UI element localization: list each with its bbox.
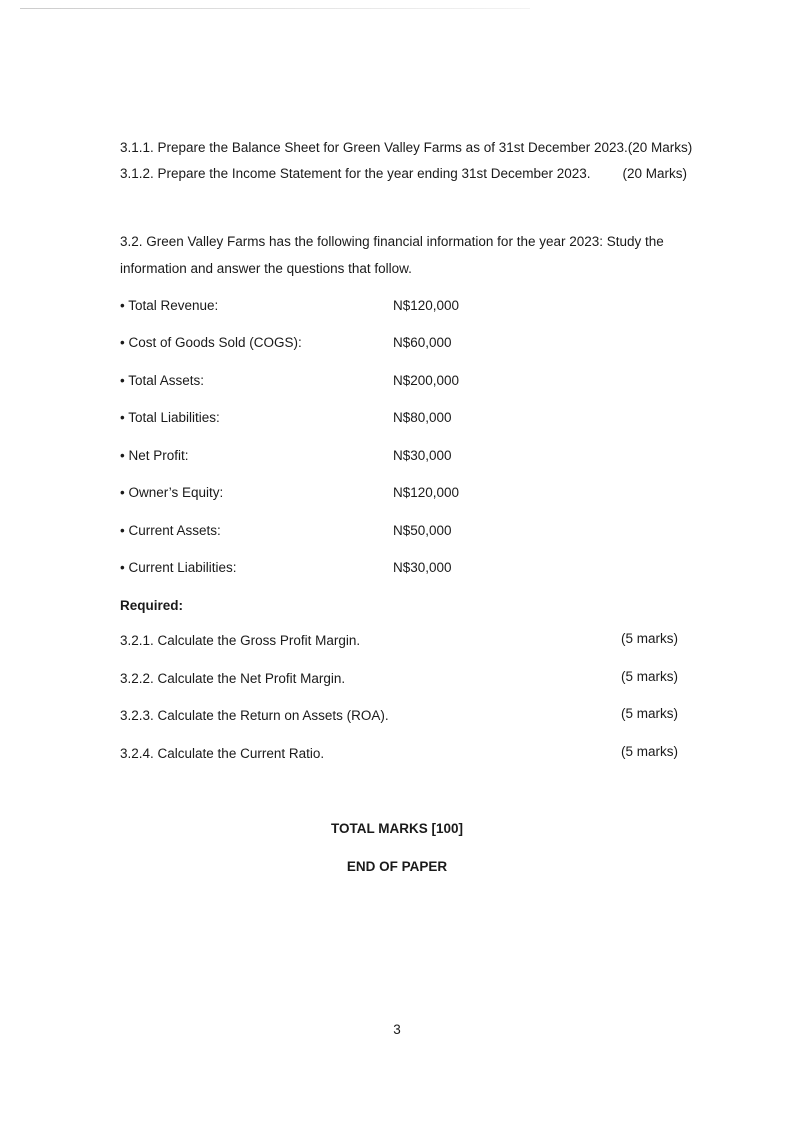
financial-label: • Net Profit: [120, 448, 189, 463]
financial-value: N$60,000 [393, 335, 452, 350]
financial-value: N$30,000 [393, 448, 452, 463]
question-marks: (20 Marks) [627, 140, 693, 155]
required-marks: (5 marks) [621, 669, 678, 684]
financial-label: • Current Assets: [120, 523, 221, 538]
page-number: 3 [393, 1022, 401, 1037]
financial-value: N$200,000 [393, 373, 460, 388]
required-question: 3.2.4. Calculate the Current Ratio. [120, 746, 325, 761]
financial-value: N$50,000 [393, 523, 452, 538]
financial-label: • Total Assets: [120, 373, 205, 388]
financial-value: N$80,000 [393, 410, 452, 425]
required-heading: Required: [120, 598, 184, 613]
required-marks: (5 marks) [621, 706, 678, 721]
required-question: 3.2.1. Calculate the Gross Profit Margin. [120, 633, 361, 648]
required-question: 3.2.2. Calculate the Net Profit Margin. [120, 671, 346, 686]
financial-label: • Cost of Goods Sold (COGS): [120, 335, 302, 350]
financial-value: N$30,000 [393, 560, 452, 575]
intro-text: 3.2. Green Valley Farms has the following financial information for the year 2023: Study the [120, 234, 664, 249]
required-marks: (5 marks) [621, 744, 678, 759]
end-of-paper: END OF PAPER [346, 859, 448, 874]
scan-artifact-line [20, 8, 530, 9]
question-marks: (20 Marks) [622, 166, 687, 181]
question-text: 3.1.2. Prepare the Income Statement for the year ending 31st December 2023. [120, 166, 591, 181]
required-question: 3.2.3. Calculate the Return on Assets (ROA). [120, 708, 389, 723]
financial-label: • Total Revenue: [120, 298, 219, 313]
intro-line-1 [120, 233, 687, 251]
financial-label: • Total Liabilities: [120, 410, 220, 425]
intro-line-2: information and answer the questions that follow. [120, 261, 412, 276]
financial-label: • Owner’s Equity: [120, 485, 224, 500]
required-marks: (5 marks) [621, 631, 678, 646]
total-marks: TOTAL MARKS [100] [330, 821, 463, 836]
financial-value: N$120,000 [393, 485, 460, 500]
question-3-1-1 [120, 139, 693, 157]
financial-value: N$120,000 [393, 298, 460, 313]
question-text: 3.1.1. Prepare the Balance Sheet for Green Valley Farms as of 31st December 2023. [120, 140, 628, 155]
financial-label: • Current Liabilities: [120, 560, 237, 575]
question-3-1-2 [120, 165, 687, 183]
